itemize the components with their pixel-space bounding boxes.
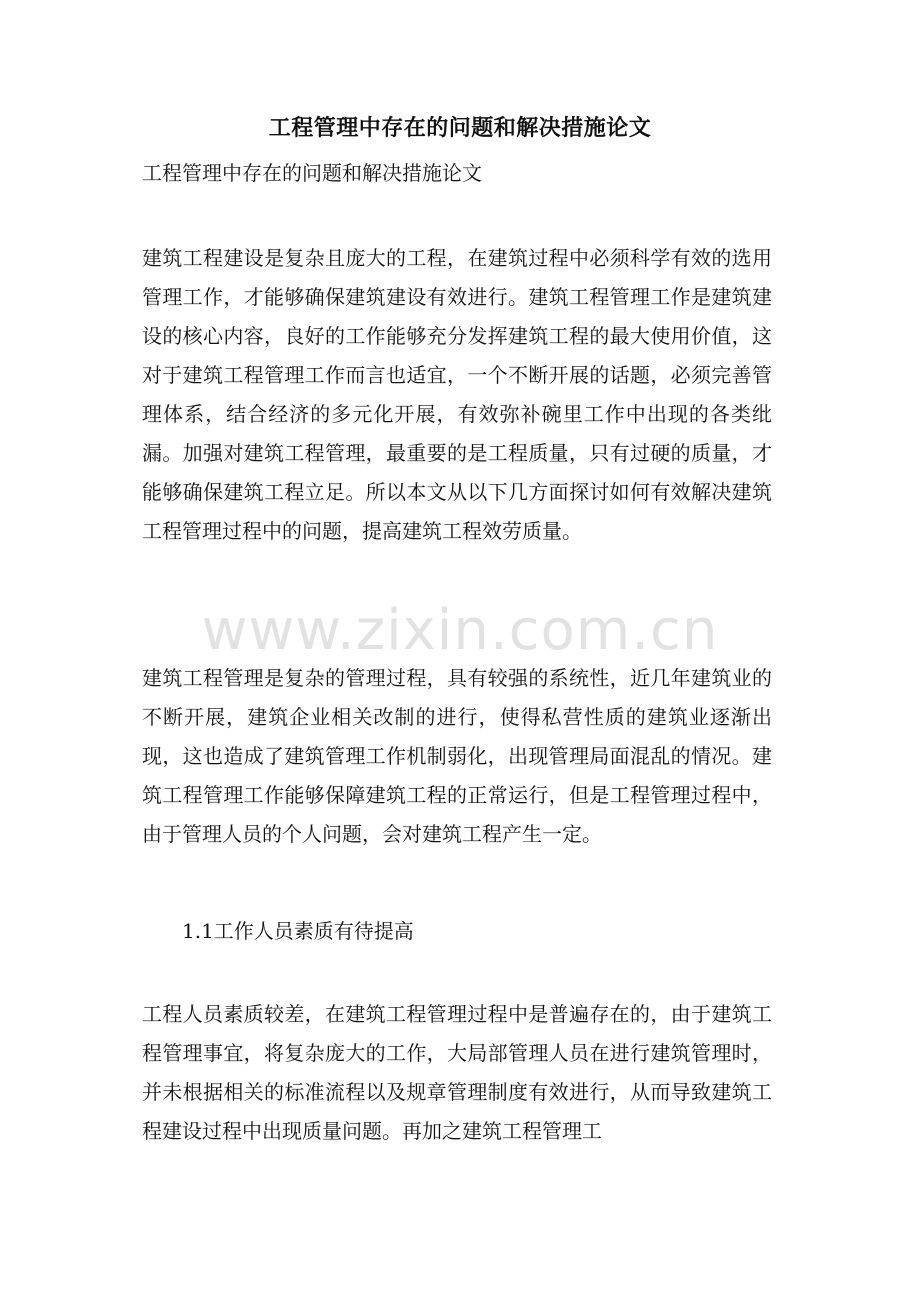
document-subtitle: 工程管理中存在的问题和解决措施论文 [142,161,482,185]
paragraph-overview: 建筑工程管理是复杂的管理过程，具有较强的系统性，近几年建筑业的不断开展，建筑企业相关改制的进行，使得私营性质的建筑业逐渐出现，这也造成了建筑管理工作机制弱化，出现管理局面混乱的情况。建筑工程管理工作能够保障建筑工程的正常运行，但是工程管理过程中，由于管理人员的个人问题，会对建筑工程产生一定。 [142,666,772,846]
document-title: 工程管理中存在的问题和解决措施论文 [268,115,652,141]
paragraph-intro: 建筑工程建设是复杂且庞大的工程，在建筑过程中必须科学有效的选用管理工作，才能够确保建筑建设有效进行。建筑工程管理工作是建筑建设的核心内容，良好的工作能够充分发挥建筑工程的最大使用价值，这对于建筑工程管理工作而言也适宜，一个不断开展的话题，必须完善管理体系，结合经济的多元化开展，有效弥补碗里工作中出现的各类纰漏。加强对建筑工程管理，最重要的是工程质量，只有过硬的质量，才能够确保建筑工程立足。所以本文从以下几方面探讨如何有效解决建筑工程管理过程中的问题，提高建筑工程效劳质量。 [142,246,772,543]
watermark-text: www.zixin.com.cn [201,598,719,663]
section-heading: 1.1工作人员素质有待提高 [182,919,414,943]
paragraph-staff-quality: 工程人员素质较差，在建筑工程管理过程中是普遍存在的，由于建筑工程管理事宜，将复杂庞大的工作，大局部管理人员在进行建筑管理时，并未根据相关的标准流程以及规章管理制度有效进行，从而导致建筑工程建设过程中出现质量问题。再加之建筑工程管理工 [142,1002,772,1143]
